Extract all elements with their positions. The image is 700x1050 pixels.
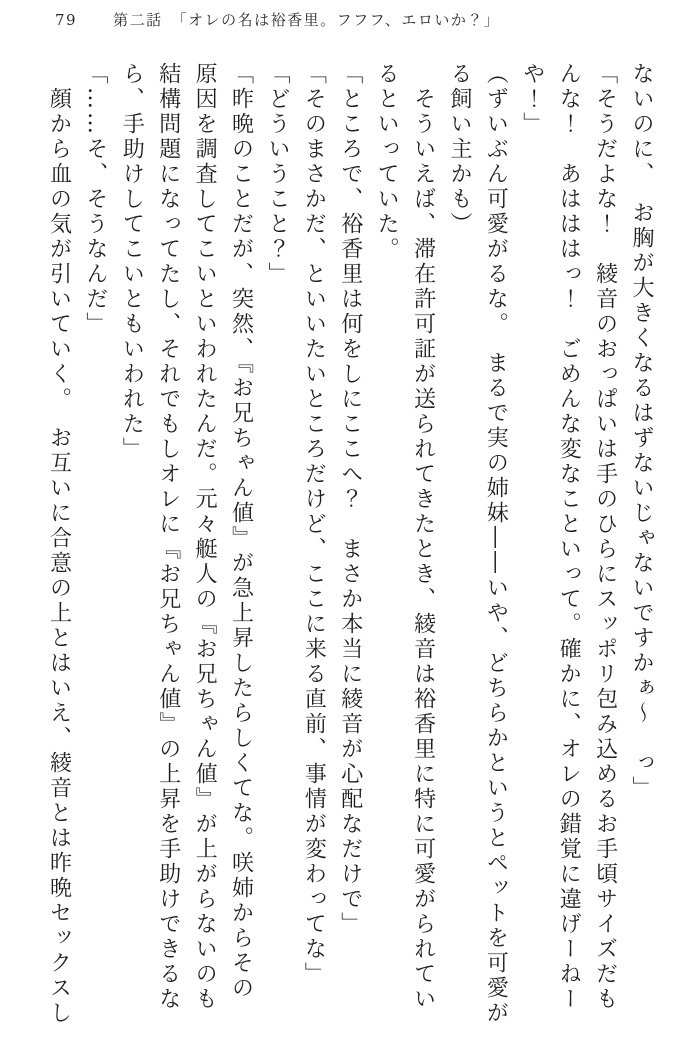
page-header [55,9,500,30]
text-line: ないのに、 お胸が大きくなるはずないじゃないですかぁ～ っ」 [629,62,654,801]
text-line: 「そのまさかだ、といいたいところだけど、ここに来る直前、事情が変わってな」 [301,62,327,987]
text-line: 「ところで、裕香里は何をしにここへ？ まさか本当に綾音が心配なだけで」 [337,62,363,937]
text-line: ら、手助けしてこいともいわれた」 [119,62,145,462]
page-number: 79 [55,11,78,29]
text-line: 「昨晩のことだが、突然、『お兄ちゃん値』が急上昇したらしくてな。咲姉からその [228,62,254,1001]
chapter-title: 第二話 「オレの名は裕香里。フフフ、エロいか？」 [113,11,501,29]
text-line: 結構問題になってたし、それでもしオレに『お兄ちゃん値』の上昇を手助けできるな [155,62,181,1012]
text-line: （ずいぶん可愛がるな。 まるで実の姉妹――いや、どちらかというとペットを可愛が [483,62,509,1026]
text-line: 顔から血の気が引いていく。 お互いに合意の上とはいえ、綾音とは昨晩セックスし [46,62,72,1026]
text-line: 「どういうこと？」 [264,62,290,287]
text-line: んな！ あはははっ！ ごめんな変なこといって。確かに、オレの錯覚に違げーねー [556,62,582,1012]
text-line: そういえば、滞在許可証が送られてきたとき、綾音は裕香里に特に可愛がられてい [410,62,436,1012]
text-line: るといっていた。 [374,62,400,262]
text-line: 「そうだよな！ 綾音のおっぱいは手のひらにスッポリ包み込めるお手頃サイズだも [592,62,618,1012]
page-text [40,62,659,1026]
text-line: 原因を調査してこいといわれたんだ。元々艇人の『お兄ちゃん値』が上がらないのも [192,62,218,1012]
text-line: や！」 [519,62,545,137]
text-line: 「……そ、そうなんだ」 [82,62,108,337]
text-line: る飼い主かも） [446,62,472,237]
